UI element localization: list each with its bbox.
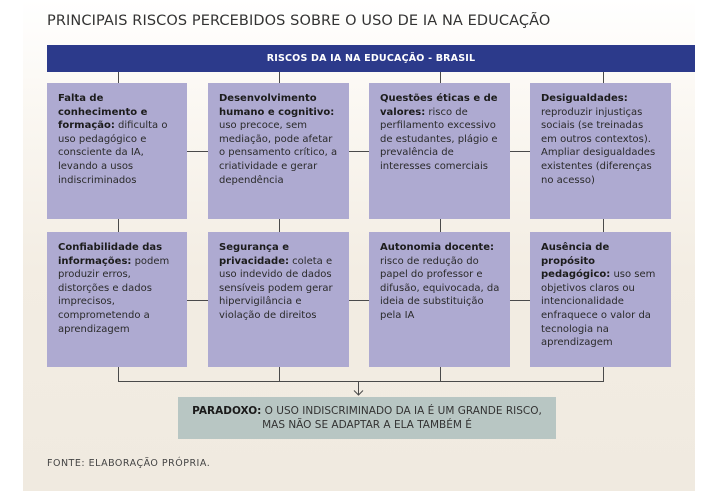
risk-box-teacher-autonomy — [369, 232, 510, 367]
connector — [603, 219, 604, 232]
risk-text: risco de redução do papel do professor e difusão, equivocada, da ideia de substituição pela IA — [380, 255, 500, 321]
diagram-header: RISCOS DA IA NA EDUCAÇÃO - BRASIL — [47, 45, 695, 72]
connector — [349, 151, 369, 152]
risk-text: risco de perfilamento excessivo de estudantes, plágio e prevalência de interesses comerciais — [380, 106, 498, 172]
risk-text: reproduzir injustiças sociais (se treinadas em outros contextos). Ampliar desigualdades existentes (diferenças no acesso) — [541, 106, 656, 186]
figure-title: PRINCIPAIS RISCOS PERCEBIDOS SOBRE O USO DE IA NA EDUCAÇÃO — [47, 13, 551, 29]
risk-text: podem produzir erros, distorções e dados imprecisos, comprometendo a aprendizagem — [58, 255, 170, 335]
connector — [440, 219, 441, 232]
paradox-text: O USO INDISCRIMINADO DA IA É UM GRANDE RISCO, MAS NÃO SE ADAPTAR A ELA TAMBÉM É — [261, 405, 542, 431]
paradox-label: PARADOXO: — [192, 405, 262, 417]
risk-text: dificulta o uso pedagógico e consciente da IA, levando a usos indiscriminados — [58, 120, 168, 186]
connector — [187, 151, 208, 152]
connector — [510, 151, 530, 152]
arrow-down-icon — [353, 382, 364, 396]
risk-text: coleta e uso indevido de dados sensíveis podem gerar hipervigilância e violação de direitos — [219, 255, 333, 321]
connector — [279, 219, 280, 232]
connector — [349, 300, 369, 301]
connector — [510, 300, 530, 301]
risk-heading: Desigualdades: — [541, 93, 628, 104]
risk-heading: Desenvolvimento humano e cognitivo: — [219, 93, 335, 118]
connector — [187, 300, 208, 301]
risk-box-security-privacy — [208, 232, 349, 367]
risk-heading: Falta de conhecimento e formação: — [58, 93, 148, 132]
connector — [603, 72, 604, 83]
risk-box-reliability — [47, 232, 187, 367]
risk-heading: Questões éticas e de valores: — [380, 93, 498, 118]
risk-heading: Segurança e privacidade: — [219, 242, 289, 267]
connector — [118, 72, 119, 83]
connector — [118, 367, 119, 381]
risk-box-ethics — [369, 83, 510, 219]
risk-box-knowledge — [47, 83, 187, 219]
risk-text: uso precoce, sem mediação, pode afetar o pensamento crítico, a criatividade e gerar dependência — [219, 120, 338, 186]
risk-heading: Ausência de propósito pedagógico: — [541, 242, 611, 281]
risk-text: uso sem objetivos claros ou intencionalidade enfraquece o valor da tecnologia na aprendizagem — [541, 269, 656, 349]
connector — [279, 367, 280, 381]
risk-box-pedagogical-purpose — [530, 232, 671, 367]
connector — [603, 367, 604, 381]
risk-box-inequality — [530, 83, 671, 219]
connector — [279, 72, 280, 83]
risk-heading: Autonomia docente: — [380, 242, 494, 253]
paradox-box — [178, 397, 556, 439]
connector — [440, 72, 441, 83]
source-note: FONTE: ELABORAÇÃO PRÓPRIA. — [47, 458, 211, 469]
risk-box-human-development — [208, 83, 349, 219]
connector — [440, 367, 441, 381]
connector — [118, 219, 119, 232]
risk-heading: Confiabilidade das informações: — [58, 242, 163, 267]
